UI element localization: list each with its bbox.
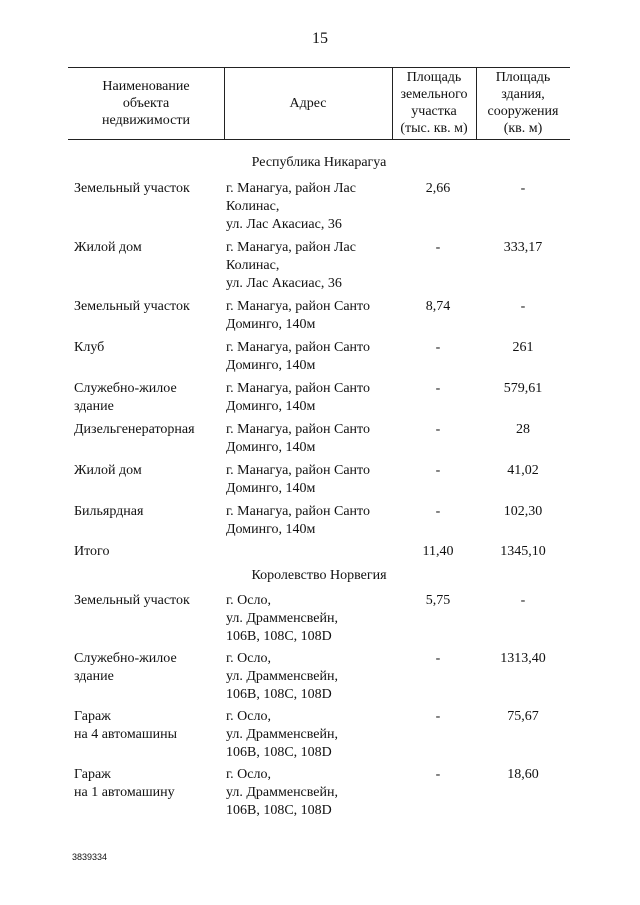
cell-name xyxy=(74,503,224,521)
cell-name xyxy=(74,380,224,416)
cell-address xyxy=(226,339,394,375)
section-title: Королевство Норвегия xyxy=(251,568,387,583)
cell-address xyxy=(226,180,394,234)
cell-name xyxy=(74,543,224,561)
cell-name xyxy=(74,180,224,198)
cell-line: Гараж xyxy=(74,709,111,724)
cell-building-area: 1313,40 xyxy=(500,651,546,666)
cell-land-area: 5,75 xyxy=(425,593,451,608)
cell-line: Дизельгенераторная xyxy=(74,422,195,437)
cell-line: Служебно-жилое xyxy=(74,651,177,666)
cell-name xyxy=(74,592,224,610)
cell-line: на 4 автомашины xyxy=(74,727,177,742)
cell-building-area: 28 xyxy=(516,422,530,437)
cell-line: ул. Драмменсвейн, xyxy=(226,727,338,742)
cell-land-area: - xyxy=(435,709,441,724)
cell-name xyxy=(74,339,224,357)
cell-line: Клуб xyxy=(74,340,105,355)
table-header-rule xyxy=(68,139,570,140)
cell-line: здание xyxy=(74,399,114,414)
cell-line: г. Манагуа, район Санто xyxy=(226,340,370,355)
cell-building-area: 579,61 xyxy=(503,381,543,396)
page-number: 15 xyxy=(312,30,328,47)
cell-address xyxy=(226,592,394,646)
cell-line: г. Осло, xyxy=(226,651,271,666)
cell-building-area: 18,60 xyxy=(507,767,539,782)
cell-line: ул. Драмменсвейн, xyxy=(226,611,338,626)
cell-address xyxy=(226,462,394,498)
cell-land-area: 11,40 xyxy=(422,544,454,559)
header-name: Наименование объекта недвижимости xyxy=(102,78,190,128)
cell-line: г. Манагуа, район Санто xyxy=(226,381,370,396)
cell-line: Доминго, 140м xyxy=(226,399,316,414)
cell-building-area: 41,02 xyxy=(507,463,539,478)
header-address: Адрес xyxy=(289,95,327,111)
cell-line: г. Манагуа, район Санто xyxy=(226,504,370,519)
cell-line: Итого xyxy=(74,544,110,559)
cell-line: г. Манагуа, район Лас xyxy=(226,240,356,255)
cell-address xyxy=(226,298,394,334)
cell-name xyxy=(74,766,224,802)
cell-line: Доминго, 140м xyxy=(226,358,316,373)
cell-land-area: 2,66 xyxy=(425,181,451,196)
cell-building-area: 75,67 xyxy=(507,709,539,724)
cell-line: Колинас, xyxy=(226,258,280,273)
cell-land-area: 8,74 xyxy=(425,299,451,314)
cell-address xyxy=(226,421,394,457)
cell-line: г. Манагуа, район Санто xyxy=(226,299,370,314)
cell-line: ул. Драмменсвейн, xyxy=(226,785,338,800)
cell-line: Доминго, 140м xyxy=(226,522,316,537)
cell-name xyxy=(74,421,224,439)
cell-address xyxy=(226,380,394,416)
cell-address xyxy=(226,503,394,539)
cell-line: Доминго, 140м xyxy=(226,440,316,455)
cell-name xyxy=(74,708,224,744)
cell-building-area: 333,17 xyxy=(503,240,543,255)
header-land-area: Площадь земельного участка (тыс. кв. м) xyxy=(400,70,468,136)
cell-line: Бильярдная xyxy=(74,504,144,519)
cell-building-area: 1345,10 xyxy=(500,544,546,559)
document-code: 3839334 xyxy=(72,852,108,862)
cell-line: г. Манагуа, район Лас xyxy=(226,181,356,196)
cell-building-area: - xyxy=(520,181,526,196)
cell-line: г. Манагуа, район Санто xyxy=(226,422,370,437)
cell-building-area: 102,30 xyxy=(503,504,543,519)
cell-land-area: - xyxy=(435,422,441,437)
cell-land-area: - xyxy=(435,463,441,478)
cell-line: здание xyxy=(74,669,114,684)
cell-line: г. Осло, xyxy=(226,709,271,724)
cell-line: Жилой дом xyxy=(74,463,142,478)
cell-line: Земельный участок xyxy=(74,299,190,314)
cell-address xyxy=(226,708,394,762)
cell-line: Земельный участок xyxy=(74,181,190,196)
cell-land-area: - xyxy=(435,240,441,255)
cell-land-area: - xyxy=(435,651,441,666)
cell-name xyxy=(74,650,224,686)
cell-building-area: - xyxy=(520,593,526,608)
cell-address xyxy=(226,650,394,704)
cell-line: ул. Лас Акасиас, 36 xyxy=(226,276,342,291)
header-building-area: Площадь здания, сооружения (кв. м) xyxy=(487,70,559,136)
cell-land-area: - xyxy=(435,381,441,396)
cell-line: на 1 автомашину xyxy=(74,785,175,800)
cell-line: Жилой дом xyxy=(74,240,142,255)
cell-land-area: - xyxy=(435,767,441,782)
cell-land-area: - xyxy=(435,504,441,519)
cell-line: 106В, 108С, 108D xyxy=(226,629,332,644)
cell-address xyxy=(226,766,394,820)
section-title: Республика Никарагуа xyxy=(251,155,387,170)
cell-building-area: 261 xyxy=(512,340,534,355)
cell-line: Доминго, 140м xyxy=(226,481,316,496)
cell-line: Служебно-жилое xyxy=(74,381,177,396)
cell-line: г. Осло, xyxy=(226,593,271,608)
cell-line: ул. Драмменсвейн, xyxy=(226,669,338,684)
cell-line: ул. Лас Акасиас, 36 xyxy=(226,217,342,232)
cell-line: 106В, 108С, 108D xyxy=(226,745,332,760)
cell-name xyxy=(74,462,224,480)
cell-line: Колинас, xyxy=(226,199,280,214)
cell-line: Доминго, 140м xyxy=(226,317,316,332)
cell-land-area: - xyxy=(435,340,441,355)
cell-line: 106В, 108С, 108D xyxy=(226,803,332,818)
cell-line: Гараж xyxy=(74,767,111,782)
cell-address xyxy=(226,239,394,293)
cell-name xyxy=(74,239,224,257)
cell-line: 106В, 108С, 108D xyxy=(226,687,332,702)
cell-building-area: - xyxy=(520,299,526,314)
cell-line: Земельный участок xyxy=(74,593,190,608)
cell-line: г. Манагуа, район Санто xyxy=(226,463,370,478)
cell-line: г. Осло, xyxy=(226,767,271,782)
cell-name xyxy=(74,298,224,316)
